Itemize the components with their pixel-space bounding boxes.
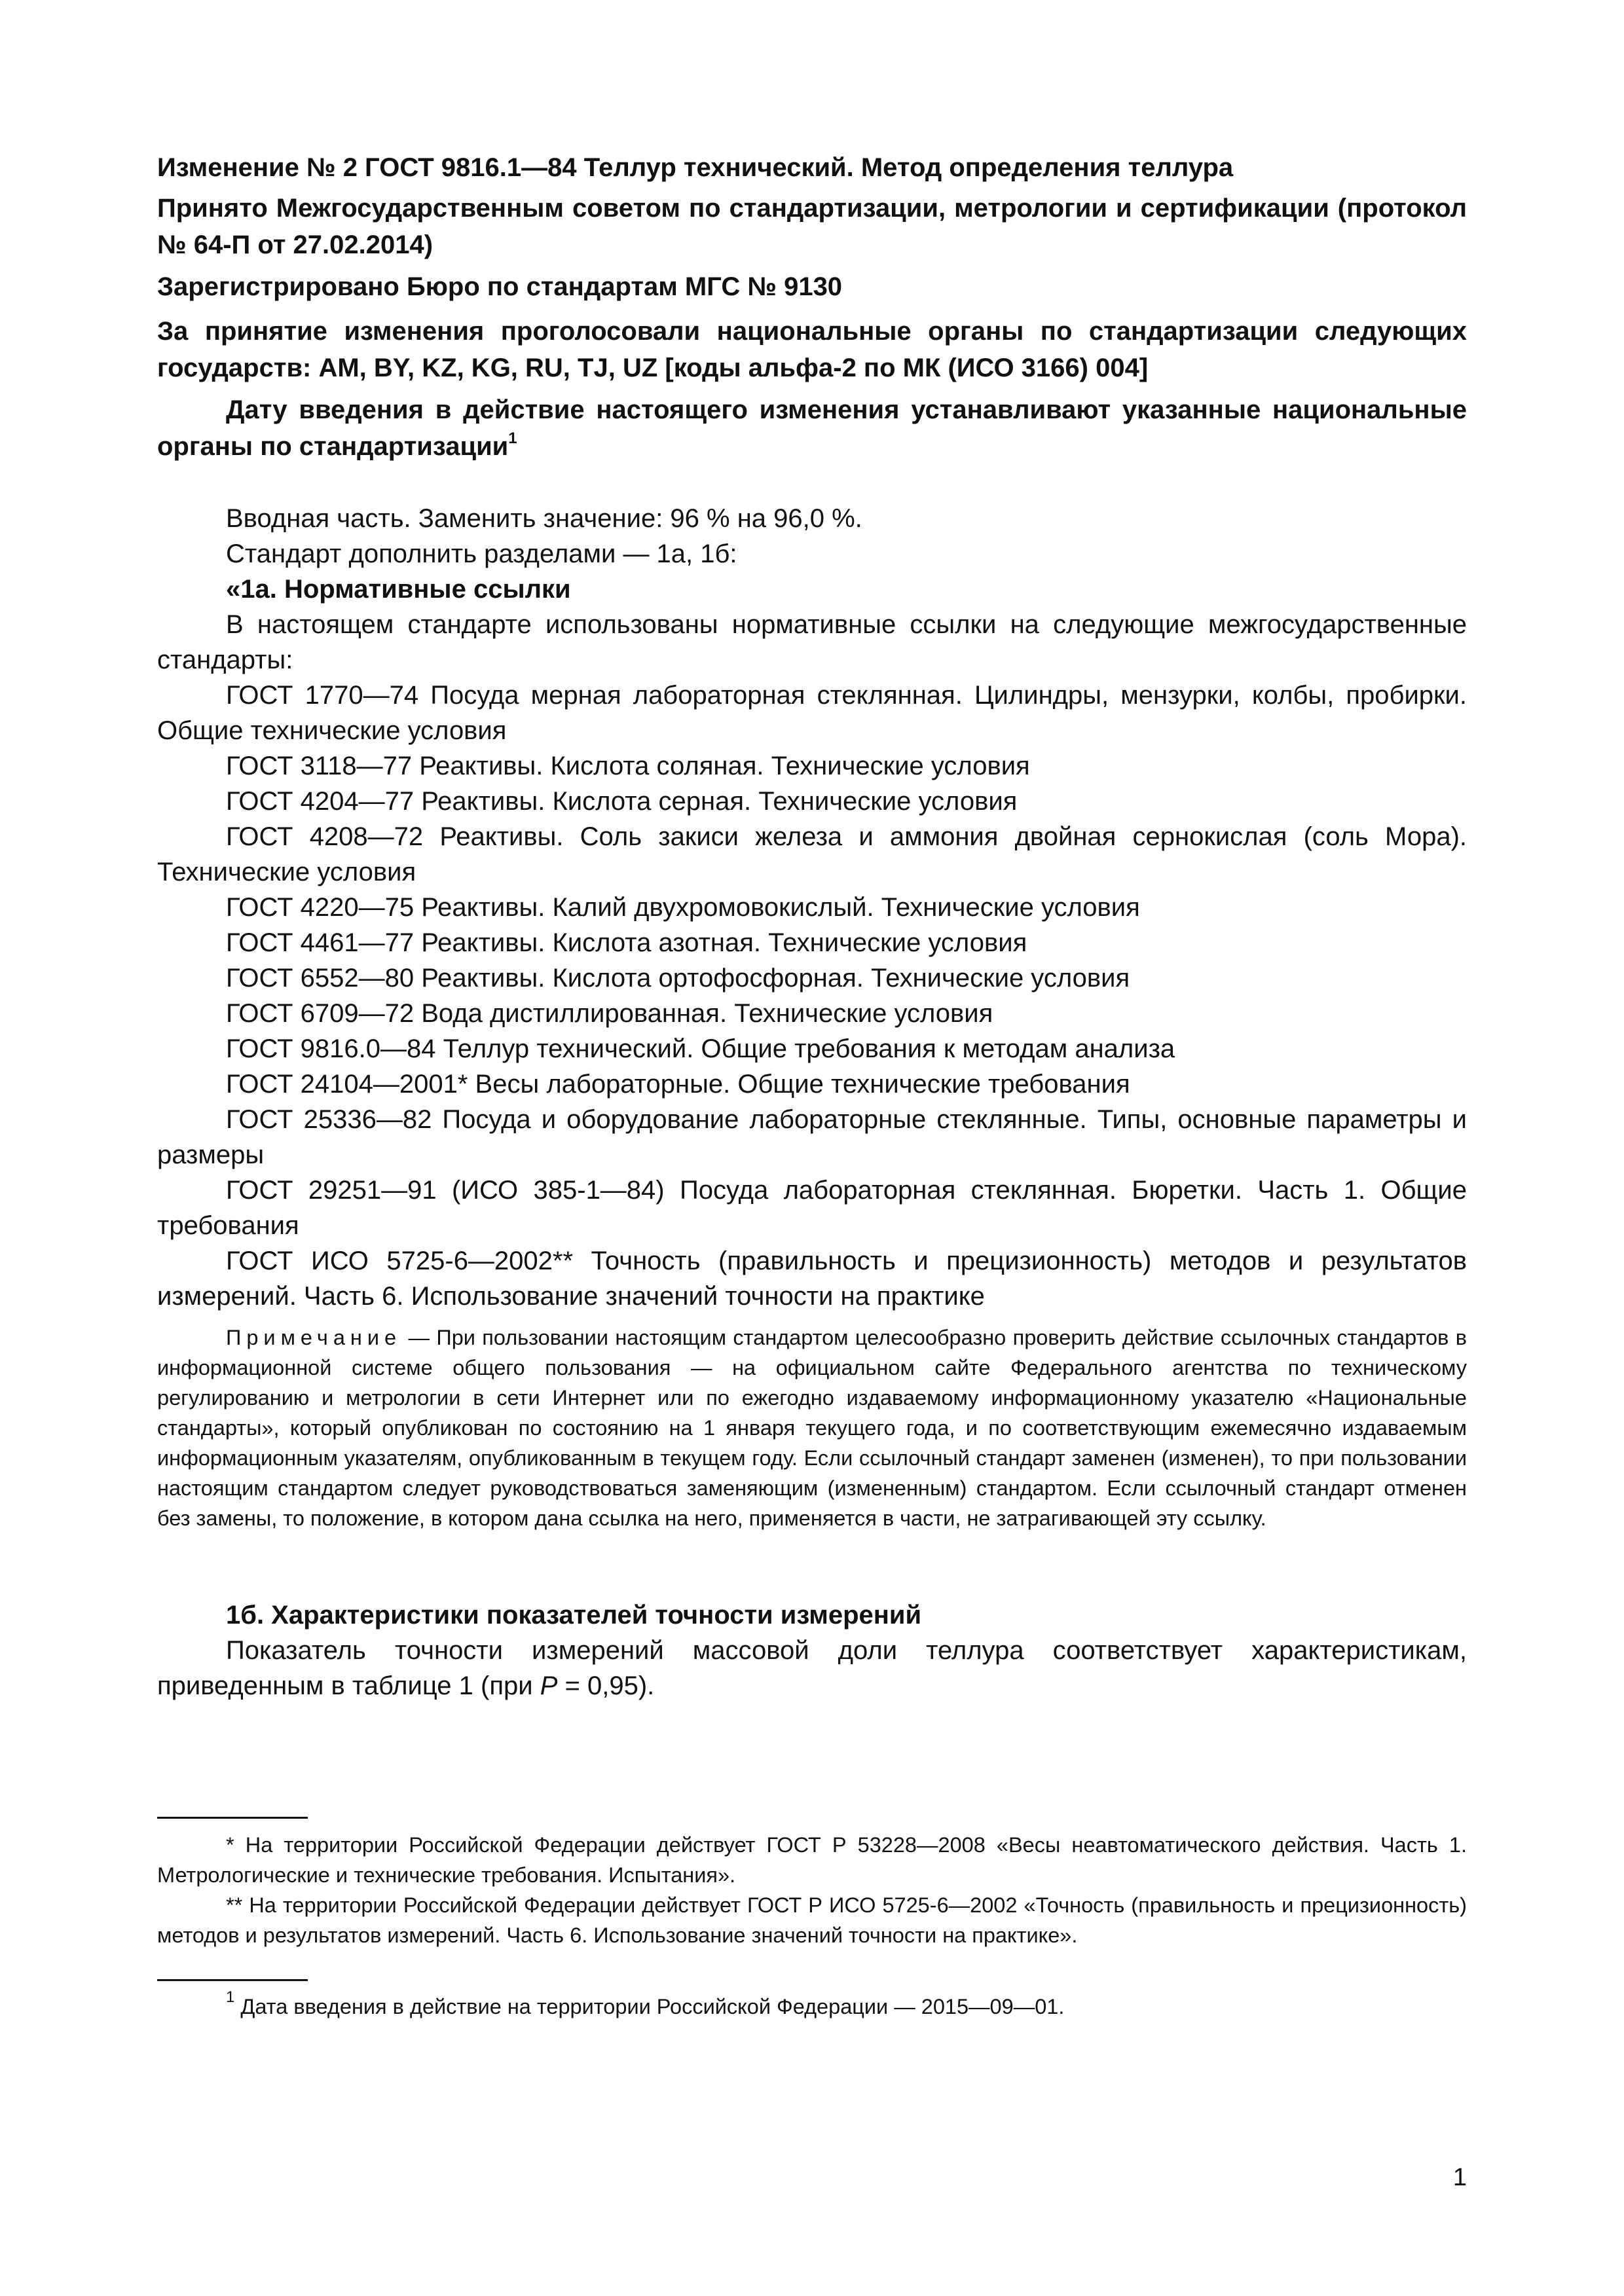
reference-note	[157, 1322, 1467, 1533]
footnote-separator	[157, 1817, 308, 1819]
note-label: Примечание	[226, 1326, 402, 1349]
effective-date-text: Дату введения в действие настоящего изменения устанавливают указанные национальные органы по стандартизации	[157, 395, 1467, 461]
reference-item: ГОСТ 3118—77 Реактивы. Кислота соляная. Технические условия	[226, 752, 1030, 780]
reference-item: ГОСТ 24104—2001* Весы лабораторные. Общие технические требования	[226, 1070, 1130, 1099]
reference-item: ГОСТ 4208—72 Реактивы. Соль закиси железа и аммония двойная сернокислая (соль Мора). Технические условия	[157, 822, 1467, 886]
reference-item: ГОСТ 25336—82 Посуда и оборудование лабораторные стеклянные. Типы, основные параметры и размеры	[157, 1105, 1467, 1169]
section-1a-lead: В настоящем стандарте использованы нормативные ссылки на следующие межгосударственные стандарты:	[157, 610, 1467, 674]
reference-item: ГОСТ 6552—80 Реактивы. Кислота ортофосфорная. Технические условия	[226, 964, 1130, 993]
reference-item: ГОСТ ИСО 5725-6—2002** Точность (правильность и прецизионность) методов и результатов измерений. Часть 6. Использование значений точности на практике	[157, 1247, 1467, 1311]
registration-statement: Зарегистрировано Бюро по стандартам МГС № 9130	[157, 272, 843, 301]
footnote-marker-1: 1	[508, 429, 517, 447]
reference-item: ГОСТ 4220—75 Реактивы. Калий двухромовокислый. Технические условия	[226, 893, 1140, 922]
intro-change: Вводная часть. Заменить значение: 96 % на 96,0 %.	[226, 504, 862, 533]
reference-item: ГОСТ 29251—91 (ИСО 385-1—84) Посуда лабораторная стеклянная. Бюретки. Часть 1. Общие требования	[157, 1176, 1467, 1240]
document-title: Изменение № 2 ГОСТ 9816.1—84 Теллур технический. Метод определения теллура	[157, 153, 1234, 182]
section-1a-heading: «1а. Нормативные ссылки	[226, 575, 571, 604]
reference-item: ГОСТ 4204—77 Реактивы. Кислота серная. Технические условия	[226, 787, 1018, 816]
voting-statement: За принятие изменения проголосовали национальные органы по стандартизации следующих государств: AM, BY, KZ, KG, RU, TJ, UZ [коды альфа-2 по МК (ИСО 3166) 004]	[157, 317, 1467, 382]
footnote-star-1: * На территории Российской Федерации действует ГОСТ Р 53228—2008 «Весы неавтоматического действия. Часть 1. Метрологические и технические требования. Испытания».	[157, 1833, 1467, 1887]
reference-item: ГОСТ 4461—77 Реактивы. Кислота азотная. Технические условия	[226, 928, 1027, 957]
footnote-1	[157, 1988, 1467, 2022]
reference-item: ГОСТ 6709—72 Вода дистиллированная. Технические условия	[226, 999, 993, 1028]
adoption-statement: Принято Межгосударственным советом по стандартизации, метрологии и сертификации (протокол № 64-П от 27.02.2014)	[157, 194, 1467, 259]
note-text: — При пользовании настоящим стандартом целесообразно проверить действие ссылочных стандартов в информационной системе общего пользования — на официальном сайте Федерального агентства по техническому регулированию и метрологии в сети Интернет или по ежегодно издаваемому информационному указателю «Национальные стандарты», который опубликован по состоянию на 1 января текущего года, и по соответствующим ежемесячно издаваемым информационным указателям, опубликованным в текущем году. Если ссылочный стандарт заменен (изменен), то при пользовании настоящим стандартом следует руководствоваться заменяющим (измененным) стандартом. Если ссылочный стандарт отменен без замены, то положение, в котором дана ссылка на него, применяется в части, не затрагивающей эту ссылку.	[157, 1326, 1467, 1530]
probability-variable: P	[540, 1671, 558, 1700]
footnote-1-mark: 1	[226, 1988, 235, 2006]
add-sections-line: Стандарт дополнить разделами — 1а, 1б:	[226, 539, 737, 568]
reference-item: ГОСТ 1770—74 Посуда мерная лабораторная стеклянная. Цилиндры, мензурки, колбы, пробирки. Общие технические условия	[157, 681, 1467, 745]
page-number: 1	[1452, 2164, 1467, 2191]
reference-item: ГОСТ 9816.0—84 Теллур технический. Общие требования к методам анализа	[226, 1034, 1175, 1063]
section-1b-text-end: = 0,95).	[557, 1671, 655, 1700]
document-body	[157, 501, 1467, 1314]
section-1b-text: Показатель точности измерений массовой доли теллура соответствует характеристикам, приведенным в таблице 1 (при	[157, 1636, 1467, 1700]
section-1b-heading: 1б. Характеристики показателей точности измерений	[226, 1601, 922, 1630]
footnote-star-2: ** На территории Российской Федерации действует ГОСТ Р ИСО 5725-6—2002 «Точность (правильность и прецизионность) методов и результатов измерений. Часть 6. Использование значений точности на практике».	[157, 1893, 1467, 1947]
footnote-separator-2	[157, 1979, 308, 1981]
footnote-1-text: Дата введения в действие на территории Российской Федерации — 2015—09—01.	[234, 1995, 1065, 2018]
section-1b	[157, 1597, 1467, 1704]
section-1b-paragraph	[157, 1633, 1467, 1704]
effective-date-statement	[157, 392, 1467, 465]
